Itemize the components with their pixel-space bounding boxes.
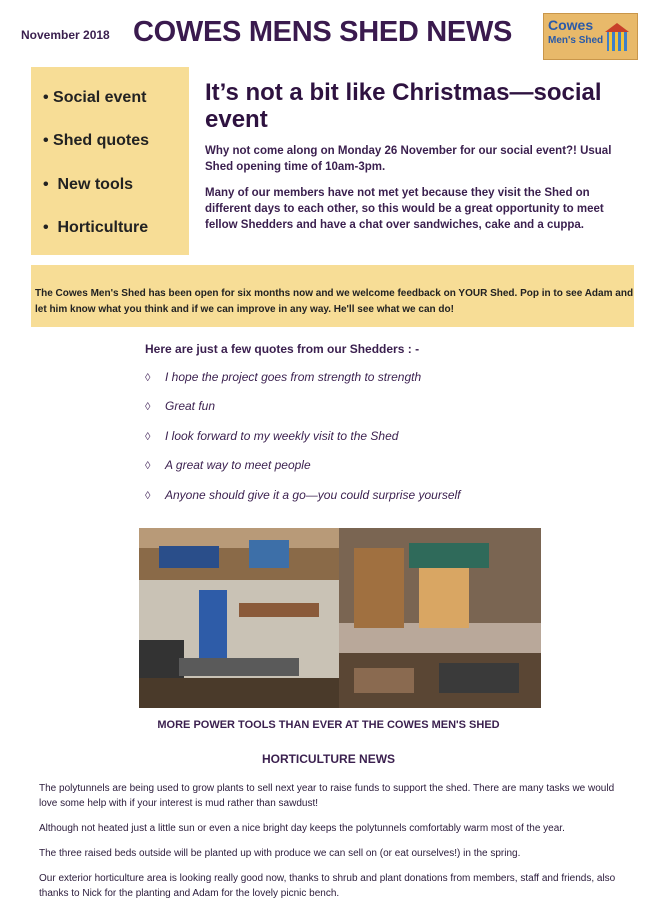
quote-item: ◊ Great fun <box>145 399 216 413</box>
contents-item: • New tools <box>43 176 134 193</box>
contents-panel <box>31 67 189 255</box>
quote-item: ◊ A great way to meet people <box>145 458 311 472</box>
logo-text-line2: Men's Shed <box>548 35 604 46</box>
diamond-bullet-icon: ◊ <box>145 372 151 384</box>
feedback-banner <box>31 265 634 327</box>
quote-item: ◊ I hope the project goes from strength to strength <box>145 370 422 384</box>
contents-item: • Shed quotes <box>43 132 150 149</box>
social-event-heading: It’s not a bit like Christmas—social event <box>205 79 602 133</box>
shed-logo <box>543 13 638 60</box>
diamond-bullet-icon: ◊ <box>145 490 151 502</box>
contents-item: • Social event <box>43 89 147 106</box>
horticulture-paragraph: Although not heated just a little sun or even a nice bright day keeps the polytunnels comfortably warm most of the year. <box>39 823 565 834</box>
social-event-paragraph: Why not come along on Monday 26 November for our social event?! Usual Shed opening time of 10am-3pm. <box>205 145 612 173</box>
quotes-heading: Here are just a few quotes from our Shedders : - <box>145 342 420 356</box>
logo-text-line1: Cowes <box>548 17 594 33</box>
contents-item: • Horticulture <box>43 219 149 236</box>
horticulture-paragraph: Our exterior horticulture area is looking really good now, thanks to shrub and plant donations from members, staff and friends, also thanks to Nick for the planting and Adam for the lovely picnic bench. <box>39 873 616 899</box>
feedback-text: The Cowes Men's Shed has been open for six months now and we welcome feedback on YOUR Shed. Pop in to see Adam and let him know what you think and if we can improve in any way. He'll see what we can do! <box>35 288 634 315</box>
photo-caption: MORE POWER TOOLS THAN EVER AT THE COWES MEN'S SHED <box>157 719 500 731</box>
diamond-bullet-icon: ◊ <box>145 401 151 413</box>
issue-date: November 2018 <box>21 28 110 42</box>
social-event-paragraph: Many of our members have not met yet because they visit the Shed on different days to each other, so this would be a great opportunity to meet fellow Shedders and have a chat over sandwiches, cake and a cuppa. <box>205 187 604 231</box>
horticulture-paragraph: The three raised beds outside will be planted up with produce we can sell on (or eat ourselves!) in the spring. <box>39 848 521 859</box>
quote-item: ◊ Anyone should give it a go—you could surprise yourself <box>145 488 461 502</box>
newsletter-title: COWES MENS SHED NEWS <box>133 16 513 48</box>
workshop-photo <box>139 528 541 708</box>
diamond-bullet-icon: ◊ <box>145 431 151 443</box>
beach-hut-icon <box>603 22 631 52</box>
horticulture-heading: HORTICULTURE NEWS <box>261 752 396 766</box>
horticulture-paragraph: The polytunnels are being used to grow plants to sell next year to raise funds to support the shed. There are many tasks we would love some help with if your interest is mud rather than sawdust! <box>39 783 615 809</box>
workshop-photo-collage <box>139 528 541 708</box>
diamond-bullet-icon: ◊ <box>145 460 151 472</box>
quote-item: ◊ I look forward to my weekly visit to the Shed <box>145 429 399 443</box>
